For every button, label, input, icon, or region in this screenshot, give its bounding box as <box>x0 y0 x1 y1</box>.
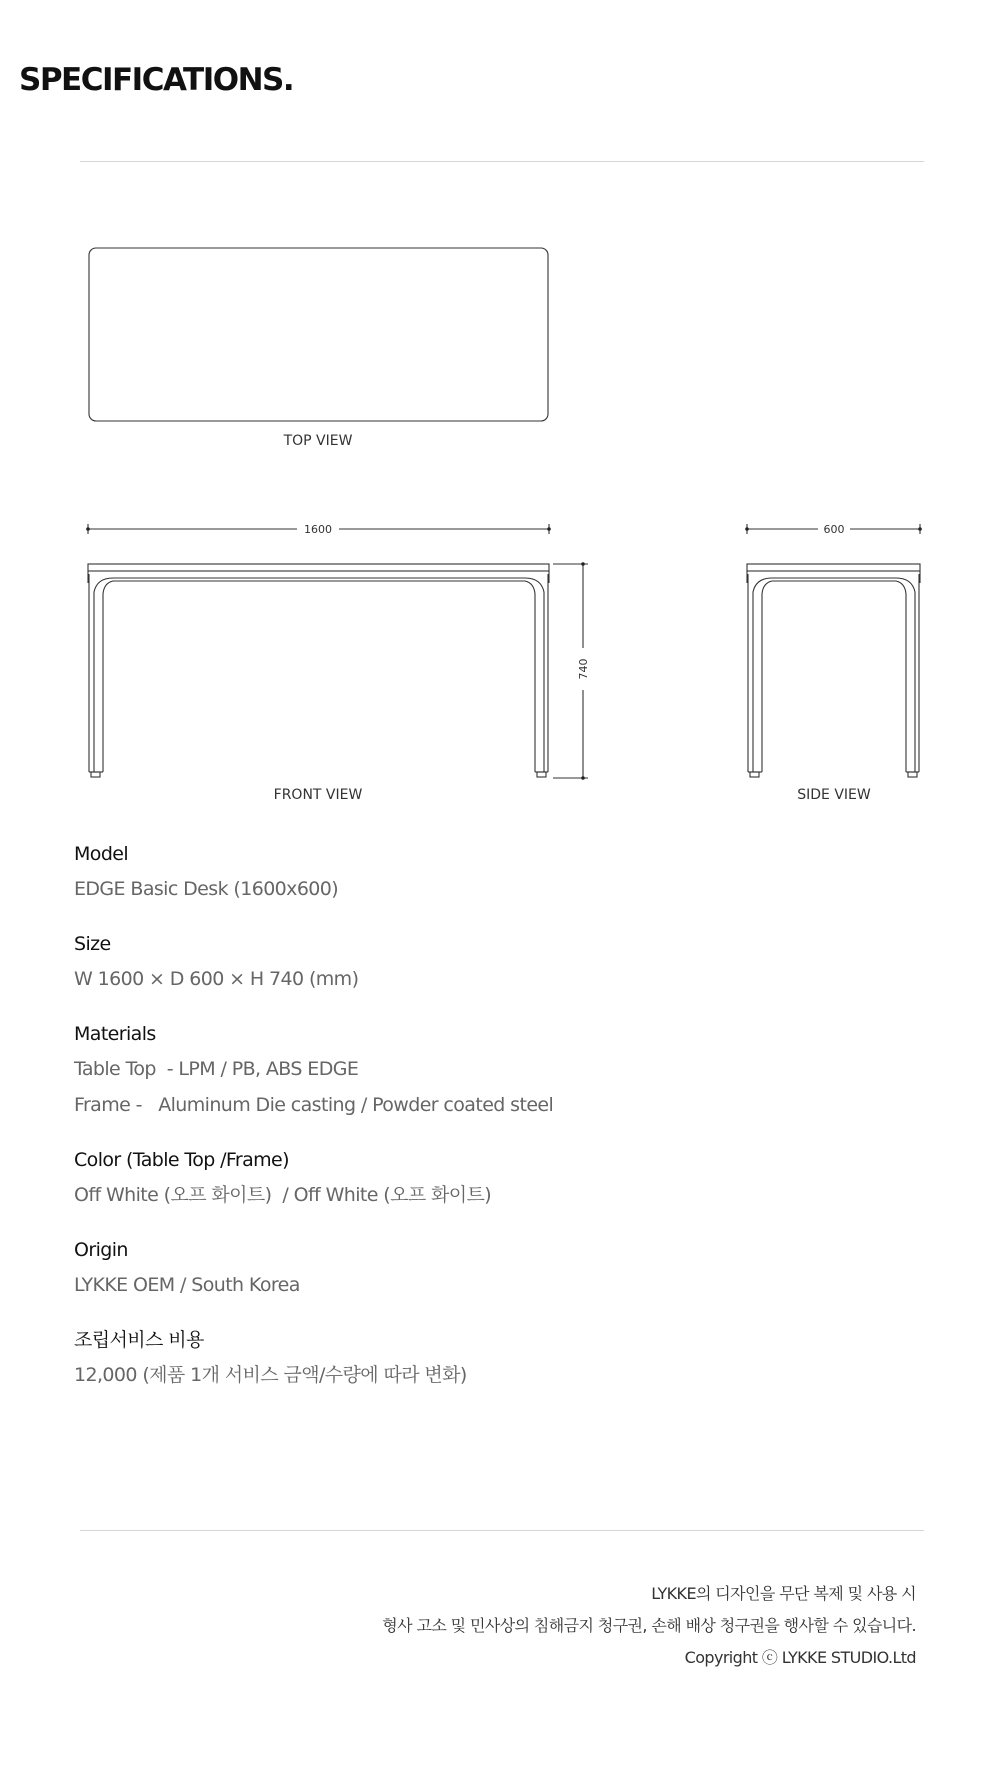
front-view-label: FRONT VIEW <box>273 787 363 803</box>
spec-value: 12,000 (제품 1개 서비스 금액/수량에 따라 변화) <box>74 1364 467 1386</box>
top-view-tabletop <box>89 248 548 421</box>
spec-label: Model <box>74 843 129 865</box>
spec-label: 조립서비스 비용 <box>74 1329 204 1351</box>
spec-list <box>74 840 934 1416</box>
spec-label: Materials <box>74 1023 156 1045</box>
side-view-label: SIDE VIEW <box>797 787 871 803</box>
copyright-notice <box>382 1578 916 1674</box>
spec-value: Off White (오프 화이트) / Off White (오프 화이트) <box>74 1184 492 1206</box>
footer-line: 형사 고소 및 민사상의 침해금지 청구권, 손해 배상 청구권을 행사할 수 있습니다. <box>382 1616 916 1635</box>
footer-copyright: Copyright ⓒ LYKKE STUDIO.Ltd <box>684 1648 916 1667</box>
height-dimension-label: 740 <box>577 658 590 680</box>
spec-value: LYKKE OEM / South Korea <box>74 1274 300 1296</box>
spec-value: EDGE Basic Desk (1600x600) <box>74 878 339 900</box>
spec-label: Origin <box>74 1239 128 1261</box>
spec-label: Color (Table Top /Frame) <box>74 1149 289 1171</box>
spec-value: Table Top - LPM / PB, ABS EDGE <box>74 1058 359 1080</box>
spec-materials <box>74 1020 934 1119</box>
technical-drawing <box>0 0 1000 820</box>
spec-value: Frame - Aluminum Die casting / Powder coated steel <box>74 1094 554 1116</box>
spec-size <box>74 930 934 993</box>
depth-dimension-label: 600 <box>823 523 845 536</box>
spec-label: Size <box>74 933 111 955</box>
spec-color <box>74 1146 934 1209</box>
spec-origin <box>74 1236 934 1299</box>
spec-model <box>74 840 934 903</box>
front-view-table <box>88 564 549 777</box>
bottom-divider <box>80 1530 924 1531</box>
page-title: SPECIFICATIONS. <box>19 62 294 98</box>
width-dimension-label: 1600 <box>304 523 332 536</box>
spec-value: W 1600 × D 600 × H 740 (mm) <box>74 968 359 990</box>
spec-assembly <box>74 1326 934 1389</box>
footer-line: LYKKE의 디자인을 무단 복제 및 사용 시 <box>651 1584 916 1603</box>
top-view-label: TOP VIEW <box>283 433 353 449</box>
side-view-table <box>747 564 920 777</box>
